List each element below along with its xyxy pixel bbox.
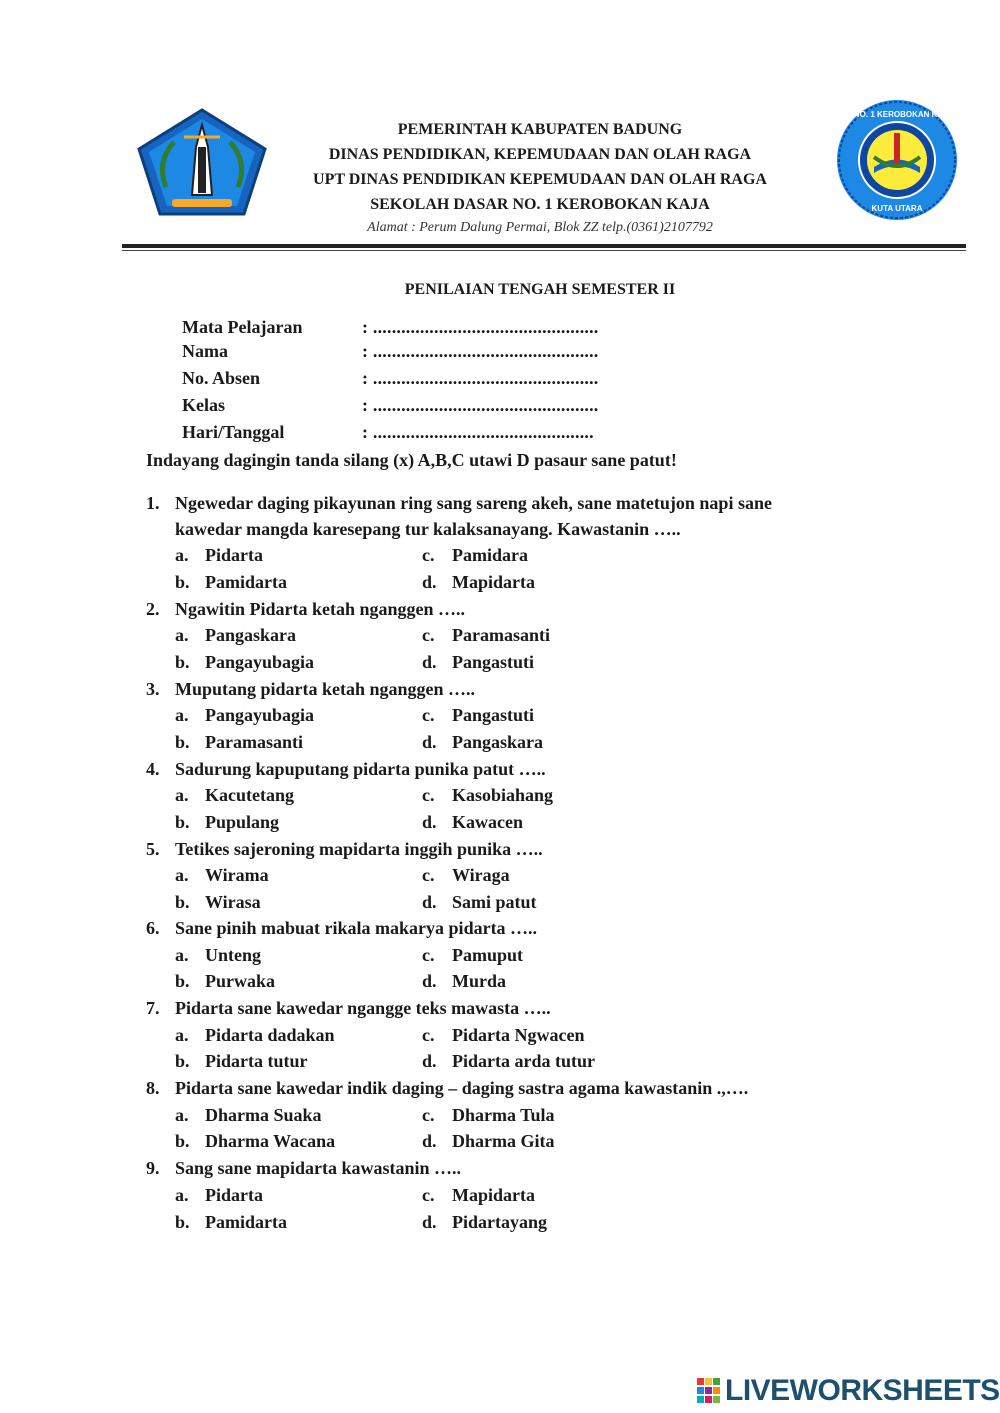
option-c[interactable]: [422, 1183, 535, 1207]
badung-regency-emblem-icon: [136, 107, 268, 217]
question-text: Ngewedar daging pikayunan ring sang sareng akeh, sane matetujon napi sane: [175, 493, 772, 513]
option-c[interactable]: [422, 783, 553, 807]
field-label-date: Hari/Tanggal: [182, 422, 285, 442]
option-text: Pangayubagia: [205, 652, 315, 672]
option-a[interactable]: [175, 703, 314, 727]
option-letter: a.: [175, 1025, 189, 1045]
option-text: Wirasa: [205, 892, 261, 912]
question-number: 3.: [146, 679, 160, 699]
question-number: 1.: [146, 493, 160, 513]
option-letter: d.: [422, 1212, 437, 1232]
field-line-class[interactable]: : ................................................: [362, 395, 599, 415]
option-letter: d.: [422, 971, 437, 991]
question-number: 8.: [146, 1078, 160, 1098]
option-d[interactable]: [422, 1049, 595, 1073]
option-letter: c.: [422, 1025, 435, 1045]
question-number: 9.: [146, 1158, 160, 1178]
option-text: Wirama: [205, 865, 269, 885]
option-text: Wiraga: [452, 865, 510, 885]
option-letter: b.: [175, 971, 190, 991]
option-letter: c.: [422, 785, 435, 805]
question-text: Sadurung kapuputang pidarta punika patut …..: [175, 759, 546, 779]
option-letter: a.: [175, 1185, 189, 1205]
option-b[interactable]: [175, 1129, 335, 1153]
option-d[interactable]: [422, 810, 523, 834]
question-number: 7.: [146, 998, 160, 1018]
option-letter: d.: [422, 732, 437, 752]
option-text: Pamidarta: [205, 1212, 287, 1232]
option-letter: c.: [422, 545, 435, 565]
option-b[interactable]: [175, 969, 275, 993]
option-letter: b.: [175, 732, 190, 752]
option-letter: a.: [175, 545, 189, 565]
option-b[interactable]: [175, 730, 303, 754]
option-letter: d.: [422, 652, 437, 672]
option-letter: a.: [175, 625, 189, 645]
question-text-line-2: kawedar mangda karesepang tur kalaksanayang. Kawastanin …..: [175, 519, 681, 539]
option-text: Kasobiahang: [452, 785, 554, 805]
question-number: 6.: [146, 918, 160, 938]
option-letter: a.: [175, 1105, 189, 1125]
option-text: Paramasanti: [205, 732, 303, 752]
field-label-absen: No. Absen: [182, 368, 261, 388]
option-letter: d.: [422, 892, 437, 912]
option-text: Pangaskara: [452, 732, 544, 752]
question-text: Pidarta sane kawedar indik daging – daging sastra agama kawastanin .,….: [175, 1078, 749, 1098]
option-letter: d.: [422, 812, 437, 832]
option-c[interactable]: [422, 1023, 584, 1047]
option-text: Pidarta dadakan: [205, 1025, 335, 1045]
question-text: Ngawitin Pidarta ketah nganggen …..: [175, 599, 466, 619]
option-b[interactable]: [175, 890, 261, 914]
option-b[interactable]: [175, 650, 314, 674]
option-text: Murda: [452, 971, 506, 991]
liveworksheets-brand[interactable]: [697, 1373, 1000, 1409]
field-label-subject: Mata Pelajaran: [182, 317, 303, 337]
option-c[interactable]: [422, 623, 550, 647]
question-text: Sang sane mapidarta kawastanin …..: [175, 1158, 462, 1178]
option-a[interactable]: [175, 783, 294, 807]
option-text: Pupulang: [205, 812, 280, 832]
field-label-class: Kelas: [182, 395, 225, 415]
field-line-absen[interactable]: : ................................................: [362, 368, 599, 388]
option-text: Dharma Wacana: [205, 1131, 336, 1151]
option-d[interactable]: [422, 570, 535, 594]
option-d[interactable]: [422, 650, 534, 674]
option-c[interactable]: [422, 943, 523, 967]
question-text: Pidarta sane kawedar ngangge teks mawasta …..: [175, 998, 551, 1018]
school-emblem-icon: [834, 97, 960, 223]
option-a[interactable]: [175, 863, 269, 887]
option-b[interactable]: [175, 1210, 287, 1234]
liveworksheets-wordmark: LIVEWORKSHEETS: [725, 1374, 1000, 1407]
option-letter: c.: [422, 945, 435, 965]
exam-title: PENILAIAN TENGAH SEMESTER II: [404, 281, 676, 298]
option-letter: b.: [175, 652, 190, 672]
option-text: Kawacen: [452, 812, 523, 832]
option-b[interactable]: [175, 810, 279, 834]
option-text: Sami patut: [452, 892, 537, 912]
option-letter: c.: [422, 1185, 435, 1205]
option-text: Pidartayang: [452, 1212, 548, 1232]
option-text: Pangastuti: [452, 705, 535, 725]
question-text: Muputang pidarta ketah nganggen …..: [175, 679, 476, 699]
option-d[interactable]: [422, 969, 506, 993]
option-c[interactable]: [422, 1103, 555, 1127]
header-address: Alamat : Perum Dalung Permai, Blok ZZ telp.(0361)2107792: [367, 220, 713, 235]
option-d[interactable]: [422, 1129, 555, 1153]
option-letter: d.: [422, 572, 437, 592]
option-text: Pidarta: [205, 545, 263, 565]
option-text: Pidarta arda tutur: [452, 1051, 595, 1071]
option-letter: b.: [175, 1051, 190, 1071]
liveworksheets-logo-icon: [697, 1378, 721, 1404]
option-text: Mapidarta: [452, 572, 535, 592]
instruction: Indayang dagingin tanda silang (x) A,B,C utawi D pasaur sane patut!: [146, 450, 677, 470]
question-number: 4.: [146, 759, 160, 779]
option-text: Pidarta tutur: [205, 1051, 308, 1071]
option-c[interactable]: [422, 543, 528, 567]
field-line-subject[interactable]: : ................................................: [362, 317, 599, 337]
option-text: Pamidarta: [205, 572, 287, 592]
field-label-name: Nama: [182, 341, 228, 361]
option-text: Dharma Tula: [452, 1105, 555, 1125]
option-a[interactable]: [175, 1103, 322, 1127]
option-letter: a.: [175, 705, 189, 725]
question-number: 2.: [146, 599, 160, 619]
option-letter: c.: [422, 865, 435, 885]
question-text: Tetikes sajeroning mapidarta inggih punika …..: [175, 839, 543, 859]
option-a[interactable]: [175, 623, 296, 647]
option-letter: c.: [422, 705, 435, 725]
option-text: Purwaka: [205, 971, 276, 991]
option-text: Dharma Gita: [452, 1131, 555, 1151]
option-letter: d.: [422, 1131, 437, 1151]
option-text: Pamidara: [452, 545, 528, 565]
option-text: Mapidarta: [452, 1185, 535, 1205]
header-line-4: SEKOLAH DASAR NO. 1 KEROBOKAN KAJA: [370, 196, 710, 213]
option-text: Pangaskara: [205, 625, 297, 645]
option-a[interactable]: [175, 543, 263, 567]
option-letter: b.: [175, 812, 190, 832]
option-c[interactable]: [422, 863, 510, 887]
field-line-name[interactable]: : ................................................: [362, 341, 599, 361]
field-line-date[interactable]: : ...............................................: [362, 422, 594, 442]
emblem-ring-top-text: SD NO. 1 KEROBOKAN KAJA: [840, 110, 954, 119]
option-d[interactable]: [422, 1210, 547, 1234]
option-text: Pidarta Ngwacen: [452, 1025, 585, 1045]
header-divider-thin: [122, 250, 966, 251]
option-text: Pangastuti: [452, 652, 535, 672]
option-a[interactable]: [175, 1023, 335, 1047]
emblem-ring-bottom-text: KUTA UTARA: [871, 204, 923, 213]
header-line-2: DINAS PENDIDIKAN, KEPEMUDAAN DAN OLAH RAGA: [328, 146, 752, 163]
option-b[interactable]: [175, 570, 287, 594]
option-letter: c.: [422, 1105, 435, 1125]
header-line-1: PEMERINTAH KABUPATEN BADUNG: [397, 121, 683, 138]
option-letter: a.: [175, 785, 189, 805]
option-letter: b.: [175, 572, 190, 592]
option-letter: b.: [175, 1131, 190, 1151]
option-b[interactable]: [175, 1049, 308, 1073]
option-d[interactable]: [422, 730, 543, 754]
option-letter: c.: [422, 625, 435, 645]
option-text: Pangayubagia: [205, 705, 315, 725]
header-line-3: UPT DINAS PENDIDIKAN KEPEMUDAAN DAN OLAH RAGA: [313, 171, 767, 188]
option-a[interactable]: [175, 1183, 263, 1207]
option-text: Dharma Suaka: [205, 1105, 322, 1125]
option-text: Pamuput: [452, 945, 524, 965]
option-letter: b.: [175, 1212, 190, 1232]
question-text: Sane pinih mabuat rikala makarya pidarta …..: [175, 918, 538, 938]
header-divider-thick: [122, 244, 966, 248]
option-text: Kacutetang: [205, 785, 294, 805]
option-letter: a.: [175, 865, 189, 885]
option-letter: a.: [175, 945, 189, 965]
option-text: Paramasanti: [452, 625, 550, 645]
option-letter: d.: [422, 1051, 437, 1071]
option-text: Pidarta: [205, 1185, 263, 1205]
option-text: Unteng: [205, 945, 262, 965]
option-a[interactable]: [175, 943, 261, 967]
option-letter: b.: [175, 892, 190, 912]
option-c[interactable]: [422, 703, 534, 727]
option-d[interactable]: [422, 890, 537, 914]
question-number: 5.: [146, 839, 160, 859]
